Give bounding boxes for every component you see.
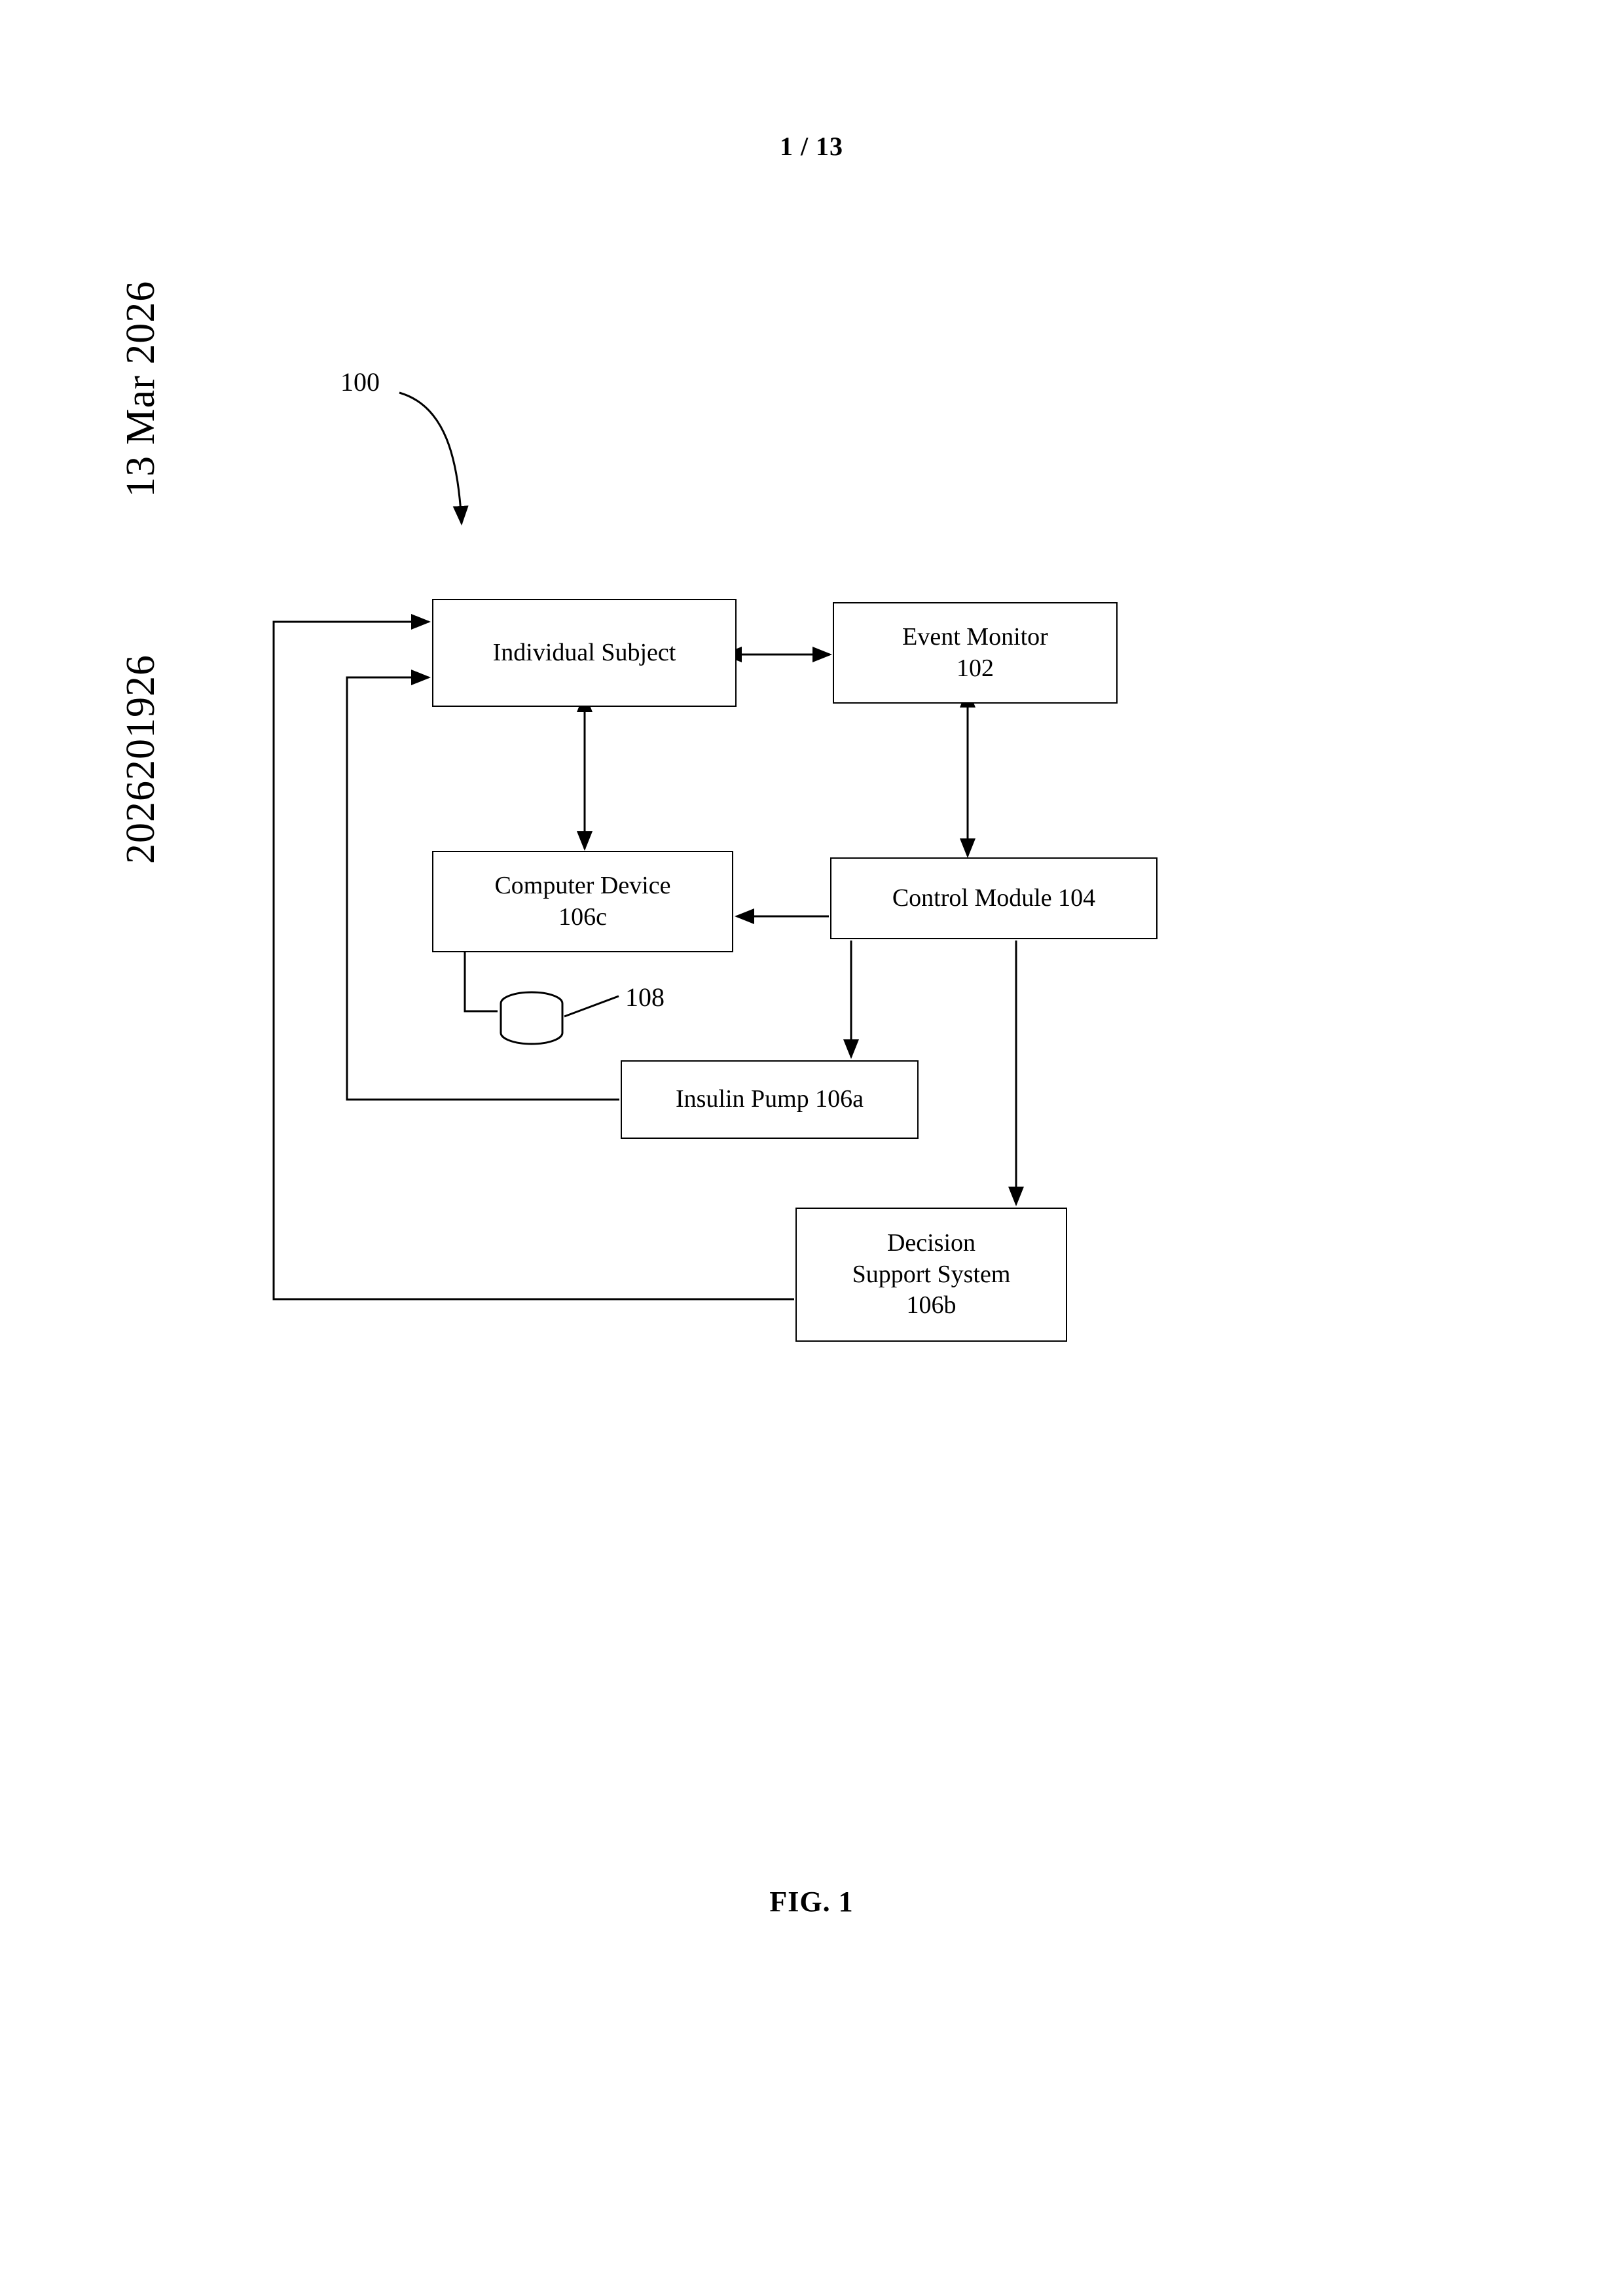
node-computer-device (432, 851, 733, 952)
reference-numeral-108: 108 (625, 982, 665, 1012)
node-decision-support-system-line2: Support System (852, 1260, 1011, 1288)
node-event-monitor (833, 602, 1118, 704)
margin-date-text: 13 Mar 2026 (119, 280, 163, 497)
node-individual-subject-line1: Individual Subject (492, 638, 676, 666)
node-insulin-pump (621, 1060, 919, 1139)
node-event-monitor-line1: Event Monitor (902, 623, 1048, 651)
node-decision-support-system (795, 1208, 1067, 1342)
margin-application-number: 2026201926 (119, 655, 163, 864)
figure-caption: FIG. 1 (769, 1886, 854, 1918)
page-number: 1 / 13 (779, 132, 844, 161)
node-decision-support-system-line3: 106b (906, 1291, 957, 1319)
node-decision-support-system-line1: Decision (886, 1229, 976, 1257)
node-insulin-pump-line1: Insulin Pump 106a (675, 1085, 864, 1113)
node-control-module (830, 857, 1158, 939)
node-event-monitor-line2: 102 (957, 654, 994, 682)
reference-numeral-100: 100 (340, 367, 380, 397)
node-control-module-line1: Control Module 104 (892, 884, 1096, 912)
node-individual-subject (432, 599, 737, 707)
node-computer-device-line1: Computer Device (494, 872, 671, 899)
node-computer-device-line2: 106c (558, 903, 607, 931)
